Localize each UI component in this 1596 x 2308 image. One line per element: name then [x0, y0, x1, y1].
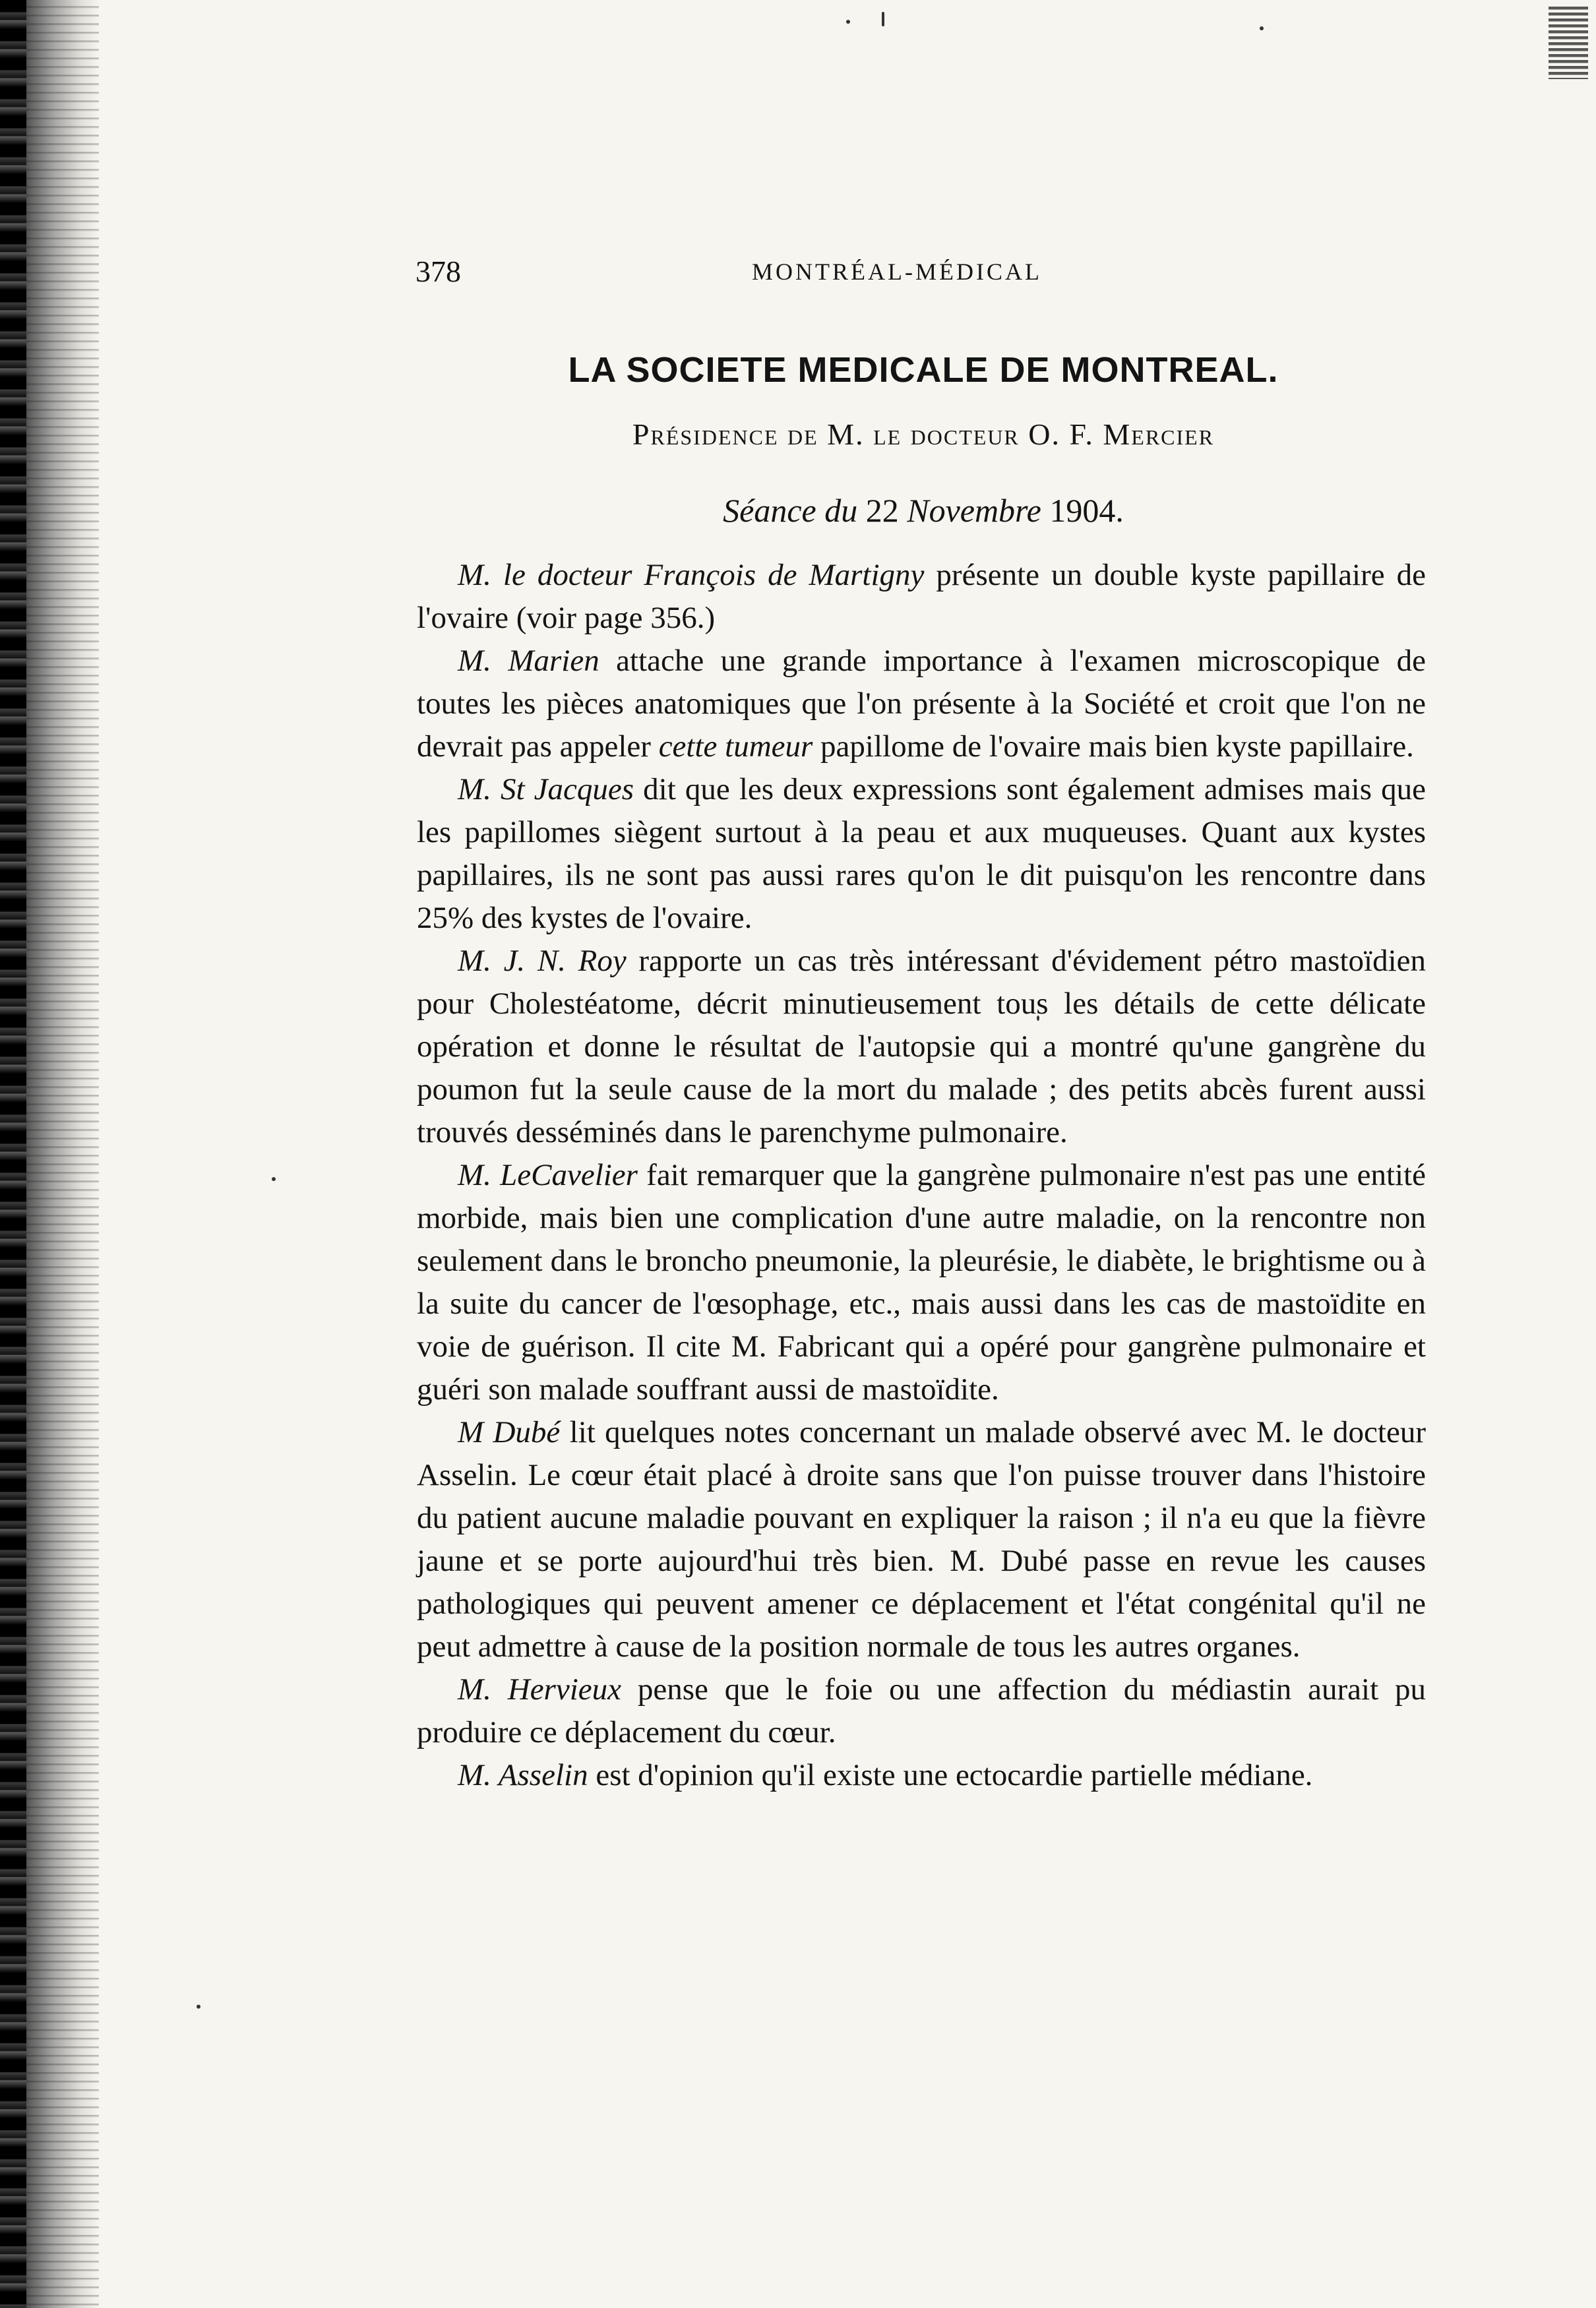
scan-corner-artifact — [1549, 7, 1588, 79]
seance-month: Novembre — [907, 492, 1041, 529]
speaker-name: M. J. N. Roy — [458, 944, 627, 978]
paragraph — [417, 940, 1426, 1154]
seance-day: 22 — [865, 492, 899, 529]
paragraph-text: dit que les deux expressions sont également admises mais que les papillomes siègent surtout à la peau et aux muqueuses. Quant aux kystes papillaires, ils ne sont pas aussi rares qu'on le dit puisqu'on les rencontre dans 25% des kystes de l'ovaire. — [417, 772, 1426, 935]
paragraph-text: rapporte un cas très intéressant d'évidement pétro mastoïdien pour Cholestéatome, décrit minutieusement tous les détails de cette délicate opération et donne le résultat de l'autopsie qui a montré qu'une gangrène du poumon fut la seule cause de la mort du malade ; des petits abcès furent aussi trouvés desséminés dans le parenchyme pulmonaire. — [417, 944, 1426, 1149]
paragraph-text: attache une grande importance à l'examen microscopique de toutes les pièces anatomiques que l'on présente à la Société et croit que l'on ne devrait pas appeler — [417, 644, 1426, 764]
paragraph — [417, 554, 1426, 640]
paragraph — [417, 768, 1426, 940]
page-number: 378 — [415, 255, 461, 288]
minutes-body — [417, 554, 1426, 1797]
scan-speck — [1260, 26, 1264, 30]
paragraph — [417, 1668, 1426, 1754]
paragraph-text: présente un double kyste papillaire de l'ovaire (voir page 356.) — [417, 558, 1426, 635]
scan-speck — [882, 12, 884, 26]
speaker-name: M. St Jacques — [458, 772, 634, 806]
article-title: LA SOCIETE MEDICALE DE MONTREAL. — [568, 350, 1279, 390]
seance-date — [422, 491, 1425, 530]
paragraph-text: pense que le foie ou une affection du médiastin aurait pu produire ce déplacement du cœur. — [417, 1672, 1427, 1749]
paragraph-text: lit quelques notes concernant un malade observé avec M. le docteur Asselin. Le cœur était placé à droite sans que l'on puisse trouver dans l'histoire du patient aucune maladie pouvant en expliquer la raison ; il n'a eu que la fièvre jaune et se porte aujourd'hui très bien. M. Dubé passe en revue les causes pathologiques qui peuvent amener ce déplacement et l'état congénital qu'il ne peut admettre à cause de la position normale de tous les autres organes. — [417, 1415, 1426, 1664]
speaker-name: M. Marien — [458, 644, 599, 678]
speaker-name: M. Asselin — [458, 1758, 588, 1792]
scan-binding-strip — [0, 0, 26, 2308]
speaker-name: M. Hervieux — [458, 1672, 621, 1707]
seance-label: Séance du — [723, 492, 858, 529]
speaker-name: M. le docteur François de Martigny — [458, 558, 925, 592]
paragraph-text: fait remarquer que la gangrène pulmonaire n'est pas une entité morbide, mais bien une complication d'une autre maladie, on la rencontre non seulement dans le broncho pneumonie, la pleurésie, le diabète, le brightisme ou à la suite du cancer de l'œsophage, etc., mais aussi dans les cas de mastoïdite en voie de guérison. Il cite M. Fabricant qui a opéré pour gangrène pulmonaire et guéri son malade souffrant aussi de mastoïdite. — [417, 1158, 1426, 1407]
paragraph-text: est d'opinion qu'il existe une ectocardie partielle médiane. — [588, 1758, 1313, 1792]
paragraph — [417, 640, 1426, 768]
scan-speck — [846, 20, 850, 24]
journal-title: MONTRÉAL-MÉDICAL — [752, 258, 1042, 285]
paragraph — [417, 1754, 1426, 1797]
paragraph — [417, 1154, 1426, 1411]
speaker-name: M. LeCavelier — [458, 1158, 638, 1192]
speaker-name: M Dubé — [458, 1415, 561, 1449]
emphasis-text: cette tumeur — [658, 729, 813, 764]
seance-year: 1904. — [1049, 492, 1124, 529]
paragraph — [417, 1411, 1426, 1668]
running-head — [415, 254, 1458, 293]
presidence-line: Présidence de M. le docteur O. F. Mercier — [632, 417, 1215, 451]
scan-speck — [197, 2005, 200, 2009]
paragraph-text: papillome de l'ovaire mais bien kyste papillaire. — [813, 729, 1414, 764]
scan-speck — [272, 1177, 276, 1181]
